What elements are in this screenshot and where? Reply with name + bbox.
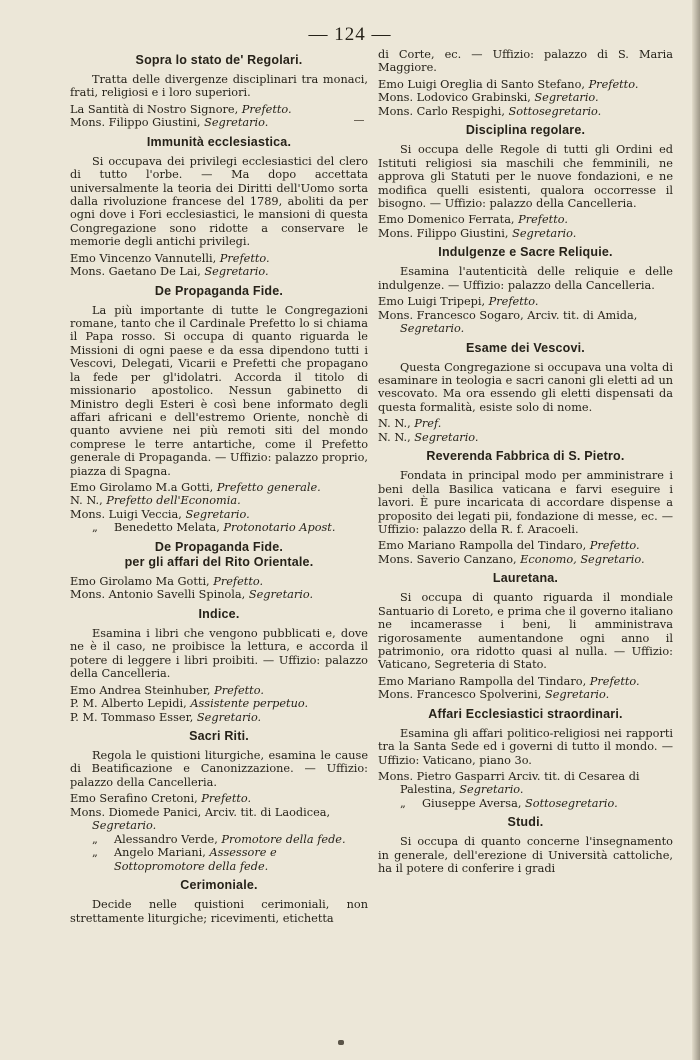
member-name: N. N., <box>70 494 107 508</box>
member-name: Mons. Luigi Veccia, <box>70 507 186 521</box>
member-role: Prefetto dell'Economia. <box>106 494 241 508</box>
member-entry <box>70 521 368 535</box>
section-description: Si occupava dei privilegi ecclesiastici del clero di tutto l'orbe. — Ma dopo accettata universalmente la teoria dei Diritti dell'Uomo sorta dalla rivoluzione francese del 1789, aboliti da per ogni dove i Fori ecclesiastici, le mansioni di questa Congregazione sono ridotte a conservare le memorie degli antichi privilegi. <box>70 154 368 249</box>
member-role: Segretario. <box>185 507 250 521</box>
section-title: De Propaganda Fide. per gli affari del Rito Orientale. <box>124 539 314 569</box>
member-name: Mons. Pietro Gasparri Arciv. tit. di Cesarea di Palestina, <box>378 769 640 797</box>
member-name: Mons. Lodovico Grabinski, <box>378 91 535 105</box>
member-entry <box>70 711 368 725</box>
section-description: Esamina i libri che vengono pubblicati e, dove ne è il caso, ne proibisce la lettura, e accorda il potere di leggere i libri proibiti. — Uffizio: palazzo della Cancelleria. <box>70 626 368 681</box>
member-role: Prefetto. <box>488 295 539 309</box>
member-role: Segretario. <box>248 588 314 602</box>
member-role: Prefetto. <box>201 792 252 806</box>
member-entry <box>378 295 673 309</box>
member-name: Emo Luigi Oreglia di Santo Stefano, <box>378 77 589 91</box>
member-role: Segretario. <box>204 116 269 130</box>
congregation-section <box>378 48 673 118</box>
member-role: Economo, Segretario. <box>520 552 645 566</box>
member-role: Prefetto. <box>219 251 270 265</box>
ditto-mark: „ <box>400 796 406 810</box>
member-name: P. M. Alberto Lepidi, <box>70 697 191 711</box>
member-name: Mons. Diomede Panici, Arciv. tit. di Laodicea, <box>70 805 331 819</box>
congregation-section <box>378 341 673 445</box>
section-title: Sacri Riti. <box>189 729 249 744</box>
member-name: Angelo Mariani, <box>114 846 210 860</box>
section-description: Esamina l'autenticità delle reliquie e delle indulgenze. — Uffizio: palazzo della Cancelleria. <box>378 265 673 292</box>
section-title: Immunità ecclesiastica. <box>146 134 292 149</box>
member-entry <box>70 508 368 522</box>
member-entry <box>70 697 368 711</box>
member-list <box>70 684 368 725</box>
member-role: Segretario. <box>414 430 479 444</box>
member-entry <box>70 481 368 495</box>
congregation-section <box>70 729 368 873</box>
congregation-section <box>70 878 368 925</box>
member-name: Emo Mariano Rampolla del Tindaro, <box>378 674 590 688</box>
ink-mark <box>338 1040 344 1045</box>
member-entry <box>70 792 368 806</box>
section-description: Esamina gli affari politico-religiosi nei rapporti tra la Santa Sede ed i governi di tutto il mondo. — Uffizio: Vaticano, piano 3o. <box>378 726 673 767</box>
member-entry <box>378 417 673 431</box>
member-role: Sottosegretario. <box>525 796 618 810</box>
member-entry <box>70 103 368 117</box>
member-entry <box>378 213 673 227</box>
member-entry <box>70 588 368 602</box>
member-list <box>378 770 673 811</box>
member-list <box>378 539 673 566</box>
member-role: Prefetto generale. <box>216 480 321 494</box>
member-role: Promotore della fede. <box>221 832 346 846</box>
member-name: N. N., <box>378 430 415 444</box>
member-name: Emo Mariano Rampolla del Tindaro, <box>378 539 590 553</box>
member-name: Mons. Francesco Sogaro, Arciv. tit. di Amida, <box>378 308 638 322</box>
member-name: Mons. Antonio Savelli Spinola, <box>70 588 249 602</box>
member-name: N. N., <box>378 417 415 431</box>
member-name: Emo Vincenzo Vannutelli, <box>70 251 220 265</box>
member-list <box>378 295 673 336</box>
member-entry <box>378 553 673 567</box>
member-role: Assessore e Sottopromotore della fede. <box>114 846 277 873</box>
member-name: Emo Girolamo Ma Gotti, <box>70 574 214 588</box>
section-title: Disciplina regolare. <box>465 123 586 138</box>
member-entry <box>70 806 368 833</box>
member-name: Mons. Carlo Respighi, <box>378 104 509 118</box>
member-entry <box>70 116 368 130</box>
member-role: Segretario. <box>204 265 269 279</box>
section-description: Fondata in principal modo per amministrare i beni della Basilica vaticana e farvi eseguire i lavori. È pure incaricata di accordare dispense a proposito dei legati pii, fondazione di messe, ec. — Uffizio: palazzo della R. f. Aracoeli. <box>378 469 673 536</box>
member-role: Prefetto. <box>518 213 568 227</box>
right-column <box>378 48 673 880</box>
member-name: Mons. Filippo Giustini, <box>70 116 205 130</box>
member-role: Prefetto. <box>214 683 264 697</box>
member-entry <box>70 833 368 847</box>
section-title: Affari Ecclesiastici straordinari. <box>428 706 623 721</box>
member-name: P. M. Tommaso Esser, <box>70 710 197 724</box>
member-name: Alessandro Verde, <box>114 832 222 846</box>
section-title: Lauretana. <box>492 571 559 586</box>
congregation-section <box>378 449 673 566</box>
member-role: Pref. <box>414 417 442 431</box>
member-list <box>378 213 673 240</box>
section-description: Decide nelle quistioni cerimoniali, non strettamente liturgiche; ricevimenti, etichetta <box>70 898 368 925</box>
member-list <box>378 78 673 119</box>
section-title: Sopra lo stato de' Regolari. <box>135 53 303 67</box>
section-description: di Corte, ec. — Uffizio: palazzo di S. Maria Maggiore. <box>378 48 673 75</box>
member-role: Prefetto. <box>588 77 639 91</box>
congregation-section <box>378 707 673 811</box>
member-role: Prefetto. <box>589 674 640 688</box>
member-name: Benedetto Melata, <box>114 521 224 535</box>
member-entry <box>378 539 673 553</box>
member-entry <box>70 494 368 508</box>
member-list <box>70 103 368 130</box>
congregation-section <box>70 53 368 130</box>
member-role: Segretario. <box>459 783 524 797</box>
member-entry <box>378 227 673 241</box>
member-role: Segretario. <box>92 819 157 833</box>
member-entry <box>378 78 673 92</box>
section-description: Si occupa delle Regole di tutti gli Ordini ed Istituti religiosi sia maschili che femminili, ne approva gli Statuti per le nuove fondazioni, e ne modifica quelli esistenti, qualora occorresse il bisogno. — Uffizio: palazzo della Cancelleria. <box>378 143 673 210</box>
member-entry <box>70 575 368 589</box>
congregation-section <box>70 135 368 279</box>
member-role: Segretario. <box>400 322 465 336</box>
congregation-section <box>378 123 673 240</box>
member-role: Assistente perpetuo. <box>190 697 309 711</box>
member-entry <box>70 265 368 279</box>
section-description: La più importante di tutte le Congregazioni romane, tanto che il Cardinale Prefetto lo si chiama il Papa rosso. Si occupa di quanto riguarda le Missioni di ogni paese e da essa dipendono tutti i Vescovi, Delegati, Vicarii e Prefetti che propagano la fede per gl'idolatri. Accorda il titolo di missionario apostolico. Nessun gabinetto di Ministro degli Esteri è così bene informato degli affari africani e dell'estremo Oriente, nonchè di quanto avviene nei più remoti siti del mondo comprese le terre antartiche, come il Prefetto generale di Propaganda. — Uffizio: palazzo proprio, piazza di Spagna. <box>70 303 368 478</box>
member-entry <box>378 675 673 689</box>
congregation-section <box>378 245 673 335</box>
member-entry <box>378 309 673 336</box>
member-role: Sottosegretario. <box>508 104 602 118</box>
member-list <box>378 417 673 444</box>
member-entry <box>378 91 673 105</box>
section-title: Esame dei Vescovi. <box>466 340 585 355</box>
congregation-section <box>70 540 368 602</box>
ditto-mark: „ <box>92 521 98 535</box>
member-name: Mons. Gaetano De Lai, <box>70 265 205 279</box>
page-edge-shadow <box>692 0 700 1060</box>
member-role: Prefetto. <box>213 574 264 588</box>
member-list <box>70 252 368 279</box>
congregation-section <box>378 815 673 875</box>
member-name: Emo Girolamo M.a Gotti, <box>70 480 217 494</box>
member-entry <box>378 431 673 445</box>
section-description: Tratta delle divergenze disciplinari tra monaci, frati, religiosi e i loro superiori. <box>70 73 368 100</box>
member-name: Emo Serafino Cretoni, <box>70 792 202 806</box>
left-column <box>70 48 368 929</box>
section-title: Indice. <box>198 606 240 621</box>
congregation-section <box>70 284 368 535</box>
member-name: Emo Domenico Ferrata, <box>378 213 519 227</box>
member-role: Prefetto. <box>241 102 292 116</box>
member-entry <box>70 846 368 873</box>
member-role: Segretario. <box>512 226 577 240</box>
section-description: Si occupa di quanto concerne l'insegnamento in generale, dell'erezione di Università cattoliche, ha il potere di conferire i gradi <box>378 835 673 876</box>
member-entry <box>378 770 673 797</box>
member-name: Emo Luigi Tripepi, <box>378 295 489 309</box>
member-name: Emo Andrea Steinhuber, <box>70 683 215 697</box>
member-entry <box>70 684 368 698</box>
section-description: Questa Congregazione si occupava una volta di esaminare in teologia e sacri canoni gli eletti ad un vescovato. Ma ora essendo gli eletti dispensati da questa formalità, esiste solo di nome. <box>378 360 673 414</box>
member-name: Giuseppe Aversa, <box>422 796 526 810</box>
member-list <box>70 481 368 535</box>
page-number: — 124 — <box>308 24 392 45</box>
section-description: Regola le quistioni liturgiche, esamina le cause di Beatificazione e Canonizzazione. — Uffizio: palazzo della Cancelleria. <box>70 749 368 789</box>
member-name: Mons. Filippo Giustini, <box>378 226 513 240</box>
member-role: Segretario. <box>196 710 262 724</box>
congregation-section <box>70 607 368 724</box>
section-title: Cerimoniale. <box>180 878 258 893</box>
member-entry <box>378 688 673 702</box>
section-title: Reverenda Fabbrica di S. Pietro. <box>426 449 625 464</box>
ditto-mark: „ <box>92 832 98 846</box>
ditto-mark: „ <box>92 846 98 860</box>
member-role: Protonotario Apost. <box>223 521 336 535</box>
member-role: Prefetto. <box>589 539 640 553</box>
member-list <box>378 675 673 702</box>
member-role: Segretario. <box>534 91 599 105</box>
member-name: Mons. Francesco Spolverini, <box>378 688 545 702</box>
member-name: Mons. Saverio Canzano, <box>378 552 521 566</box>
section-title: Studi. <box>507 815 544 830</box>
section-title: De Propaganda Fide. <box>154 283 284 298</box>
congregation-section <box>378 571 673 701</box>
member-entry <box>70 252 368 266</box>
section-description: Si occupa di quanto riguarda il mondiale Santuario di Loreto, e prima che il governo italiano ne incamerasse i beni, li amministrava rigorosamente aumentandone ogni anno il patrimonio, ora ridotto quasi al nulla. — Uffizio: Vaticano, Segreteria di Stato. <box>378 591 673 672</box>
member-list <box>70 575 368 602</box>
member-name: La Santità di Nostro Signore, <box>70 102 242 116</box>
member-list <box>70 792 368 873</box>
member-entry <box>378 797 673 811</box>
member-entry <box>378 105 673 119</box>
section-title: Indulgenze e Sacre Reliquie. <box>438 245 613 260</box>
member-role: Segretario. <box>544 688 610 702</box>
